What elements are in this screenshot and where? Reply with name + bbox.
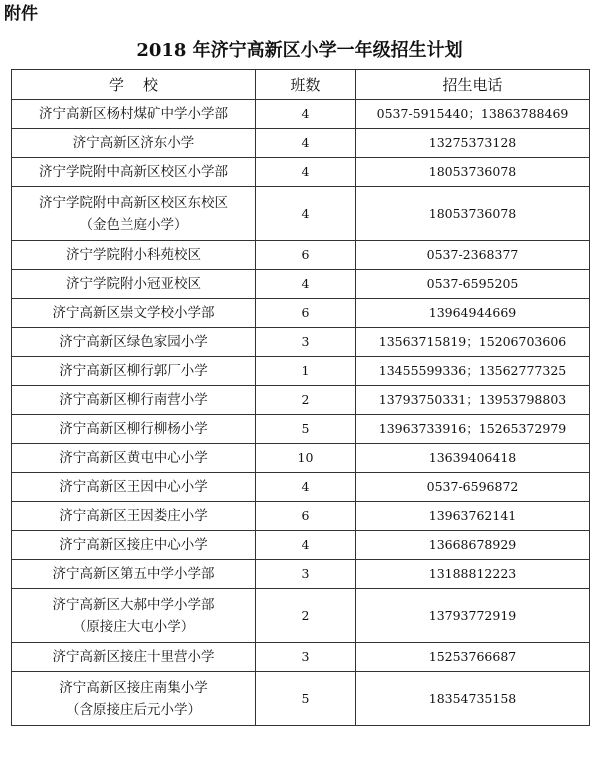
- school-cell: [12, 241, 256, 270]
- class-count-cell: 2: [256, 386, 356, 415]
- table-header-row: [12, 70, 590, 100]
- school-name: 济宁学院附小冠亚校区: [66, 276, 201, 292]
- class-count-cell: 5: [256, 672, 356, 726]
- table-row: [12, 386, 590, 415]
- header-classes: 班数: [256, 70, 356, 100]
- school-name: 济宁高新区柳行南营小学: [59, 392, 208, 408]
- table-row: [12, 415, 590, 444]
- school-cell: [12, 589, 256, 643]
- school-cell: [12, 643, 256, 672]
- table-row: [12, 100, 590, 129]
- phone-cell: 15253766687: [356, 643, 590, 672]
- class-count-cell: 4: [256, 158, 356, 187]
- school-cell: [12, 187, 256, 241]
- class-count-cell: 6: [256, 241, 356, 270]
- attachment-label: 附件: [4, 4, 38, 24]
- school-cell: [12, 386, 256, 415]
- school-note: （原接庄大屯小学）: [72, 618, 195, 635]
- school-cell: [12, 270, 256, 299]
- table-row: [12, 672, 590, 726]
- school-cell: [12, 415, 256, 444]
- class-count-cell: 5: [256, 415, 356, 444]
- school-name: 济宁学院附小科苑校区: [66, 247, 201, 263]
- class-count-cell: 6: [256, 502, 356, 531]
- table-row: [12, 158, 590, 187]
- table-row: [12, 502, 590, 531]
- phone-cell: 18354735158: [356, 672, 590, 726]
- school-name: 济宁高新区济东小学: [72, 135, 195, 151]
- school-cell: [12, 158, 256, 187]
- phone-cell: 0537-6595205: [356, 270, 590, 299]
- school-name: 济宁高新区柳行郭厂小学: [59, 363, 208, 379]
- table-row: [12, 187, 590, 241]
- school-name: 济宁高新区接庄中心小学: [59, 537, 208, 553]
- school-name: 济宁高新区大郝中学小学部: [52, 596, 215, 613]
- class-count-cell: 4: [256, 187, 356, 241]
- school-name: 济宁高新区杨村煤矿中学小学部: [39, 106, 228, 122]
- table-row: [12, 270, 590, 299]
- class-count-cell: 4: [256, 531, 356, 560]
- phone-cell: 13188812223: [356, 560, 590, 589]
- class-count-cell: 2: [256, 589, 356, 643]
- class-count-cell: 6: [256, 299, 356, 328]
- header-phone: 招生电话: [356, 70, 590, 100]
- phone-cell: 13668678929: [356, 531, 590, 560]
- school-name: 济宁高新区绿色家园小学: [59, 334, 208, 350]
- enrollment-plan-table: [11, 69, 590, 726]
- class-count-cell: 4: [256, 473, 356, 502]
- school-cell: [12, 531, 256, 560]
- school-cell: [12, 444, 256, 473]
- school-cell: [12, 299, 256, 328]
- school-cell: [12, 357, 256, 386]
- phone-cell: 13793772919: [356, 589, 590, 643]
- school-name: 济宁高新区崇文学校小学部: [52, 305, 215, 321]
- school-cell: [12, 328, 256, 357]
- phone-cell: 13963733916；15265372979: [356, 415, 590, 444]
- header-school: 学 校: [12, 70, 256, 100]
- phone-cell: 13275373128: [356, 129, 590, 158]
- table-body: [12, 100, 590, 726]
- table-row: [12, 643, 590, 672]
- table-row: [12, 531, 590, 560]
- phone-cell: 13964944669: [356, 299, 590, 328]
- school-note: （金色兰庭小学）: [79, 216, 188, 233]
- phone-cell: 13963762141: [356, 502, 590, 531]
- table-row: [12, 299, 590, 328]
- table-row: [12, 241, 590, 270]
- table-row: [12, 129, 590, 158]
- phone-cell: 18053736078: [356, 187, 590, 241]
- class-count-cell: 3: [256, 560, 356, 589]
- class-count-cell: 3: [256, 643, 356, 672]
- school-name: 济宁高新区王因中心小学: [59, 479, 208, 495]
- phone-cell: 0537-5915440；13863788469: [356, 100, 590, 129]
- class-count-cell: 3: [256, 328, 356, 357]
- table-row: [12, 589, 590, 643]
- class-count-cell: 4: [256, 270, 356, 299]
- table-row: [12, 357, 590, 386]
- phone-cell: 13793750331；13953798803: [356, 386, 590, 415]
- table-row: [12, 473, 590, 502]
- class-count-cell: 10: [256, 444, 356, 473]
- school-cell: [12, 502, 256, 531]
- table-row: [12, 444, 590, 473]
- phone-cell: 18053736078: [356, 158, 590, 187]
- school-name: 济宁高新区接庄南集小学: [59, 679, 208, 696]
- school-name: 济宁高新区黄屯中心小学: [59, 450, 208, 466]
- school-name: 济宁学院附中高新区校区东校区: [39, 194, 228, 211]
- class-count-cell: 4: [256, 100, 356, 129]
- school-cell: [12, 100, 256, 129]
- phone-cell: 0537-2368377: [356, 241, 590, 270]
- school-name: 济宁学院附中高新区校区小学部: [39, 164, 228, 180]
- phone-cell: 13563715819；15206703606: [356, 328, 590, 357]
- school-name: 济宁高新区王因娄庄小学: [59, 508, 208, 524]
- table-row: [12, 560, 590, 589]
- school-cell: [12, 473, 256, 502]
- school-name: 济宁高新区第五中学小学部: [52, 566, 215, 582]
- class-count-cell: 1: [256, 357, 356, 386]
- school-note: （含原接庄后元小学）: [66, 701, 201, 718]
- school-cell: [12, 672, 256, 726]
- school-cell: [12, 560, 256, 589]
- phone-cell: 13455599336；13562777325: [356, 357, 590, 386]
- school-cell: [12, 129, 256, 158]
- phone-cell: 0537-6596872: [356, 473, 590, 502]
- table-row: [12, 328, 590, 357]
- page-title: 2018 年济宁高新区小学一年级招生计划: [136, 40, 463, 61]
- class-count-cell: 4: [256, 129, 356, 158]
- school-name: 济宁高新区接庄十里营小学: [52, 649, 215, 665]
- school-name: 济宁高新区柳行柳杨小学: [59, 421, 208, 437]
- phone-cell: 13639406418: [356, 444, 590, 473]
